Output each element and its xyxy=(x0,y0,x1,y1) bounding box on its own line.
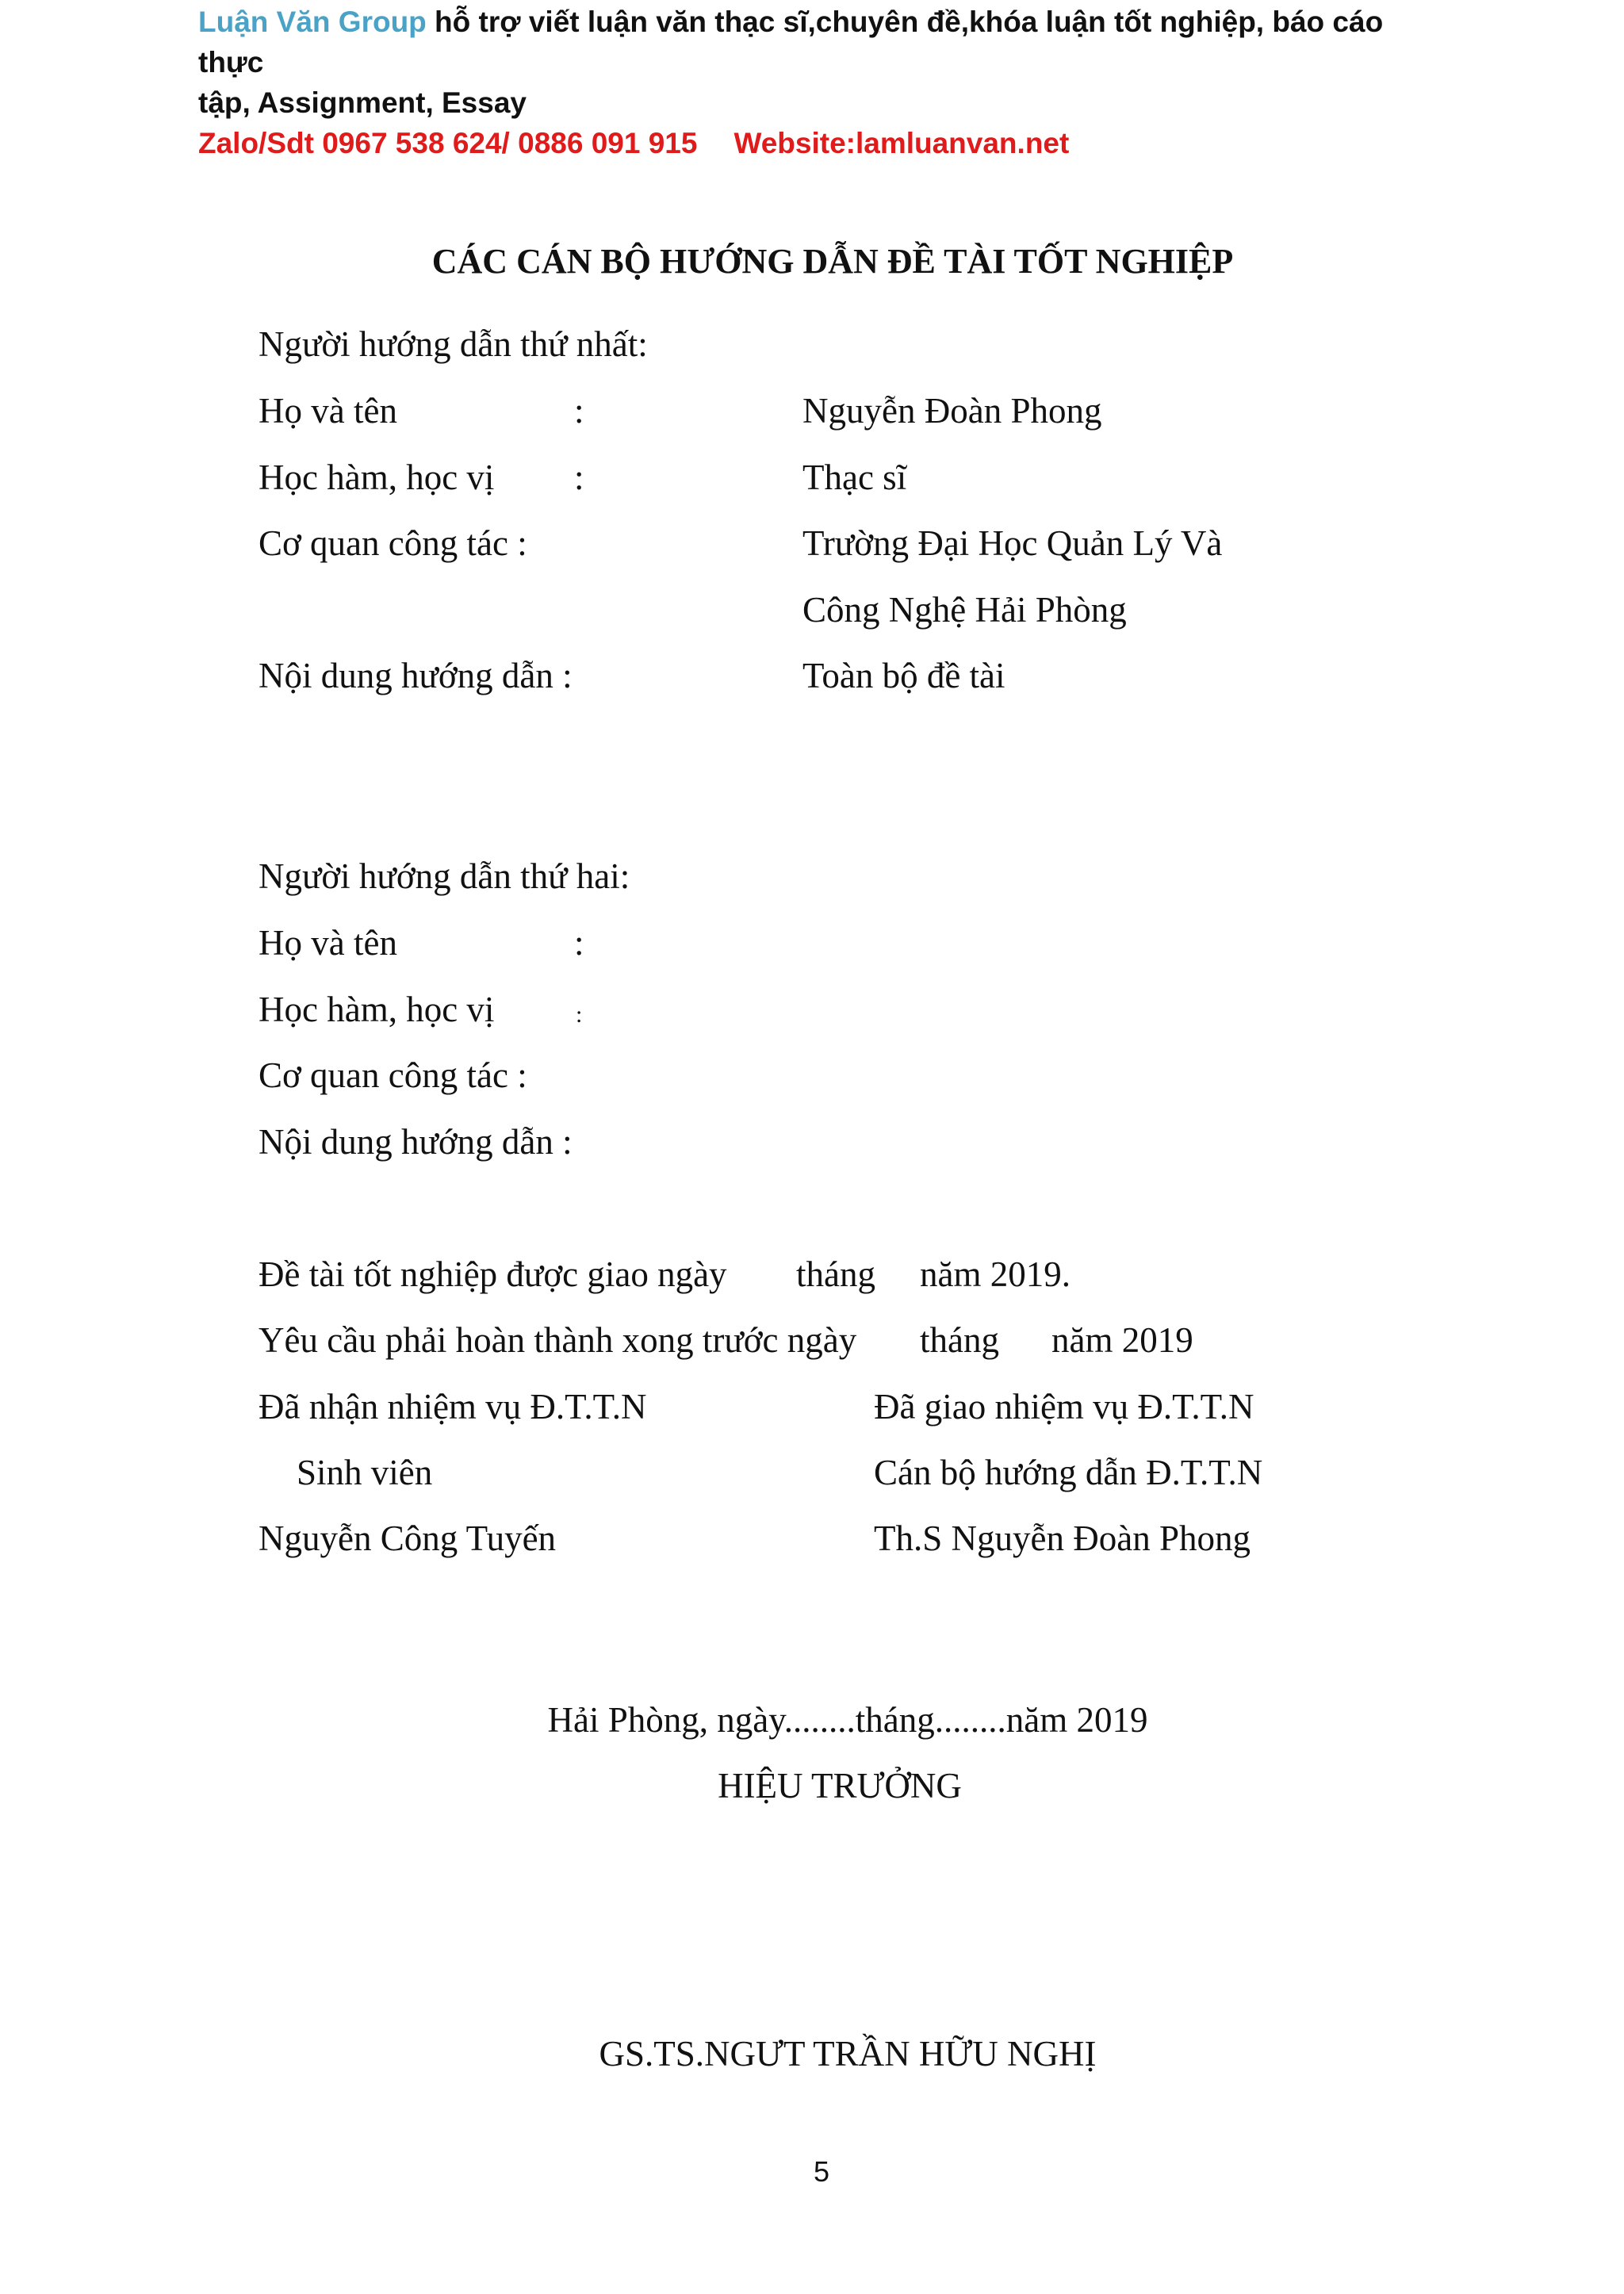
supervisor-name: Th.S Nguyễn Đoàn Phong xyxy=(874,1518,1251,1558)
assignment-given-year: năm 2019. xyxy=(920,1254,1071,1294)
student-name: Nguyễn Công Tuyến xyxy=(259,1518,557,1558)
assignment-due-text: Yêu cầu phải hoàn thành xong trước ngày xyxy=(259,1320,857,1360)
approval-place-date: Hải Phòng, ngày........tháng........năm 2019 xyxy=(547,1700,1148,1740)
contact-phone: Zalo/Sdt 0967 538 624/ 0886 091 915 xyxy=(198,127,698,159)
header-line-1 xyxy=(198,2,1451,82)
header-tagline: hỗ trợ viết luận văn thạc sĩ,chuyên đề,khóa luận tốt nghiệp, báo cáo thực xyxy=(198,6,1384,79)
brand-name: Luận Văn Group xyxy=(198,6,427,38)
advisor1-content-label: Nội dung hướng dẫn : xyxy=(259,656,573,695)
assignment-due-month: tháng xyxy=(920,1320,999,1360)
document-header xyxy=(198,2,1451,163)
advisor1-heading: Người hướng dẫn thứ nhất: xyxy=(259,324,648,364)
signature-left-line2: Sinh viên xyxy=(297,1453,433,1492)
approval-role: HIỆU TRƯỞNG xyxy=(718,1766,962,1806)
advisor1-degree-colon: : xyxy=(574,458,584,497)
advisor2-name-label: Họ và tên xyxy=(259,923,397,963)
assignment-due-year: năm 2019 xyxy=(1051,1320,1193,1360)
signature-right-line1: Đã giao nhiệm vụ Đ.T.T.N xyxy=(874,1387,1254,1427)
advisor1-org-value-line1: Trường Đại Học Quản Lý Và xyxy=(802,523,1223,563)
advisor1-degree-label: Học hàm, học vị xyxy=(259,458,495,497)
signature-right-line2: Cán bộ hướng dẫn Đ.T.T.N xyxy=(874,1453,1263,1492)
contact-website: Website:lamluanvan.net xyxy=(733,127,1070,159)
assignment-given-text: Đề tài tốt nghiệp được giao ngày xyxy=(259,1254,727,1294)
advisor2-degree-label: Học hàm, học vị xyxy=(259,990,495,1029)
assignment-given-month: tháng xyxy=(796,1254,875,1294)
advisor1-name-colon: : xyxy=(574,391,584,431)
advisor1-org-label: Cơ quan công tác : xyxy=(259,523,527,563)
signature-left-line1: Đã nhận nhiệm vụ Đ.T.T.N xyxy=(259,1387,647,1427)
advisor2-name-colon: : xyxy=(574,923,584,963)
page-title: CÁC CÁN BỘ HƯỚNG DẪN ĐỀ TÀI TỐT NGHIỆP xyxy=(431,242,1234,281)
advisor1-org-value-line2: Công Nghệ Hải Phòng xyxy=(802,590,1127,630)
advisor1-name-value: Nguyễn Đoàn Phong xyxy=(802,391,1102,431)
page-number: 5 xyxy=(813,2155,830,2188)
advisor2-org-label: Cơ quan công tác : xyxy=(259,1055,527,1095)
advisor2-heading: Người hướng dẫn thứ hai: xyxy=(259,856,630,896)
header-contact-line xyxy=(198,123,1451,163)
header-tagline-continued: tập, Assignment, Essay xyxy=(198,86,527,119)
advisor1-degree-value: Thạc sĩ xyxy=(802,458,907,497)
advisor2-degree-colon: : xyxy=(576,1001,583,1028)
advisor1-content-value: Toàn bộ đề tài xyxy=(802,656,1005,695)
advisor1-name-label: Họ và tên xyxy=(259,391,397,431)
advisor2-content-label: Nội dung hướng dẫn : xyxy=(259,1122,573,1162)
principal-name: GS.TS.NGƯT TRẦN HỮU NGHỊ xyxy=(599,2034,1097,2074)
